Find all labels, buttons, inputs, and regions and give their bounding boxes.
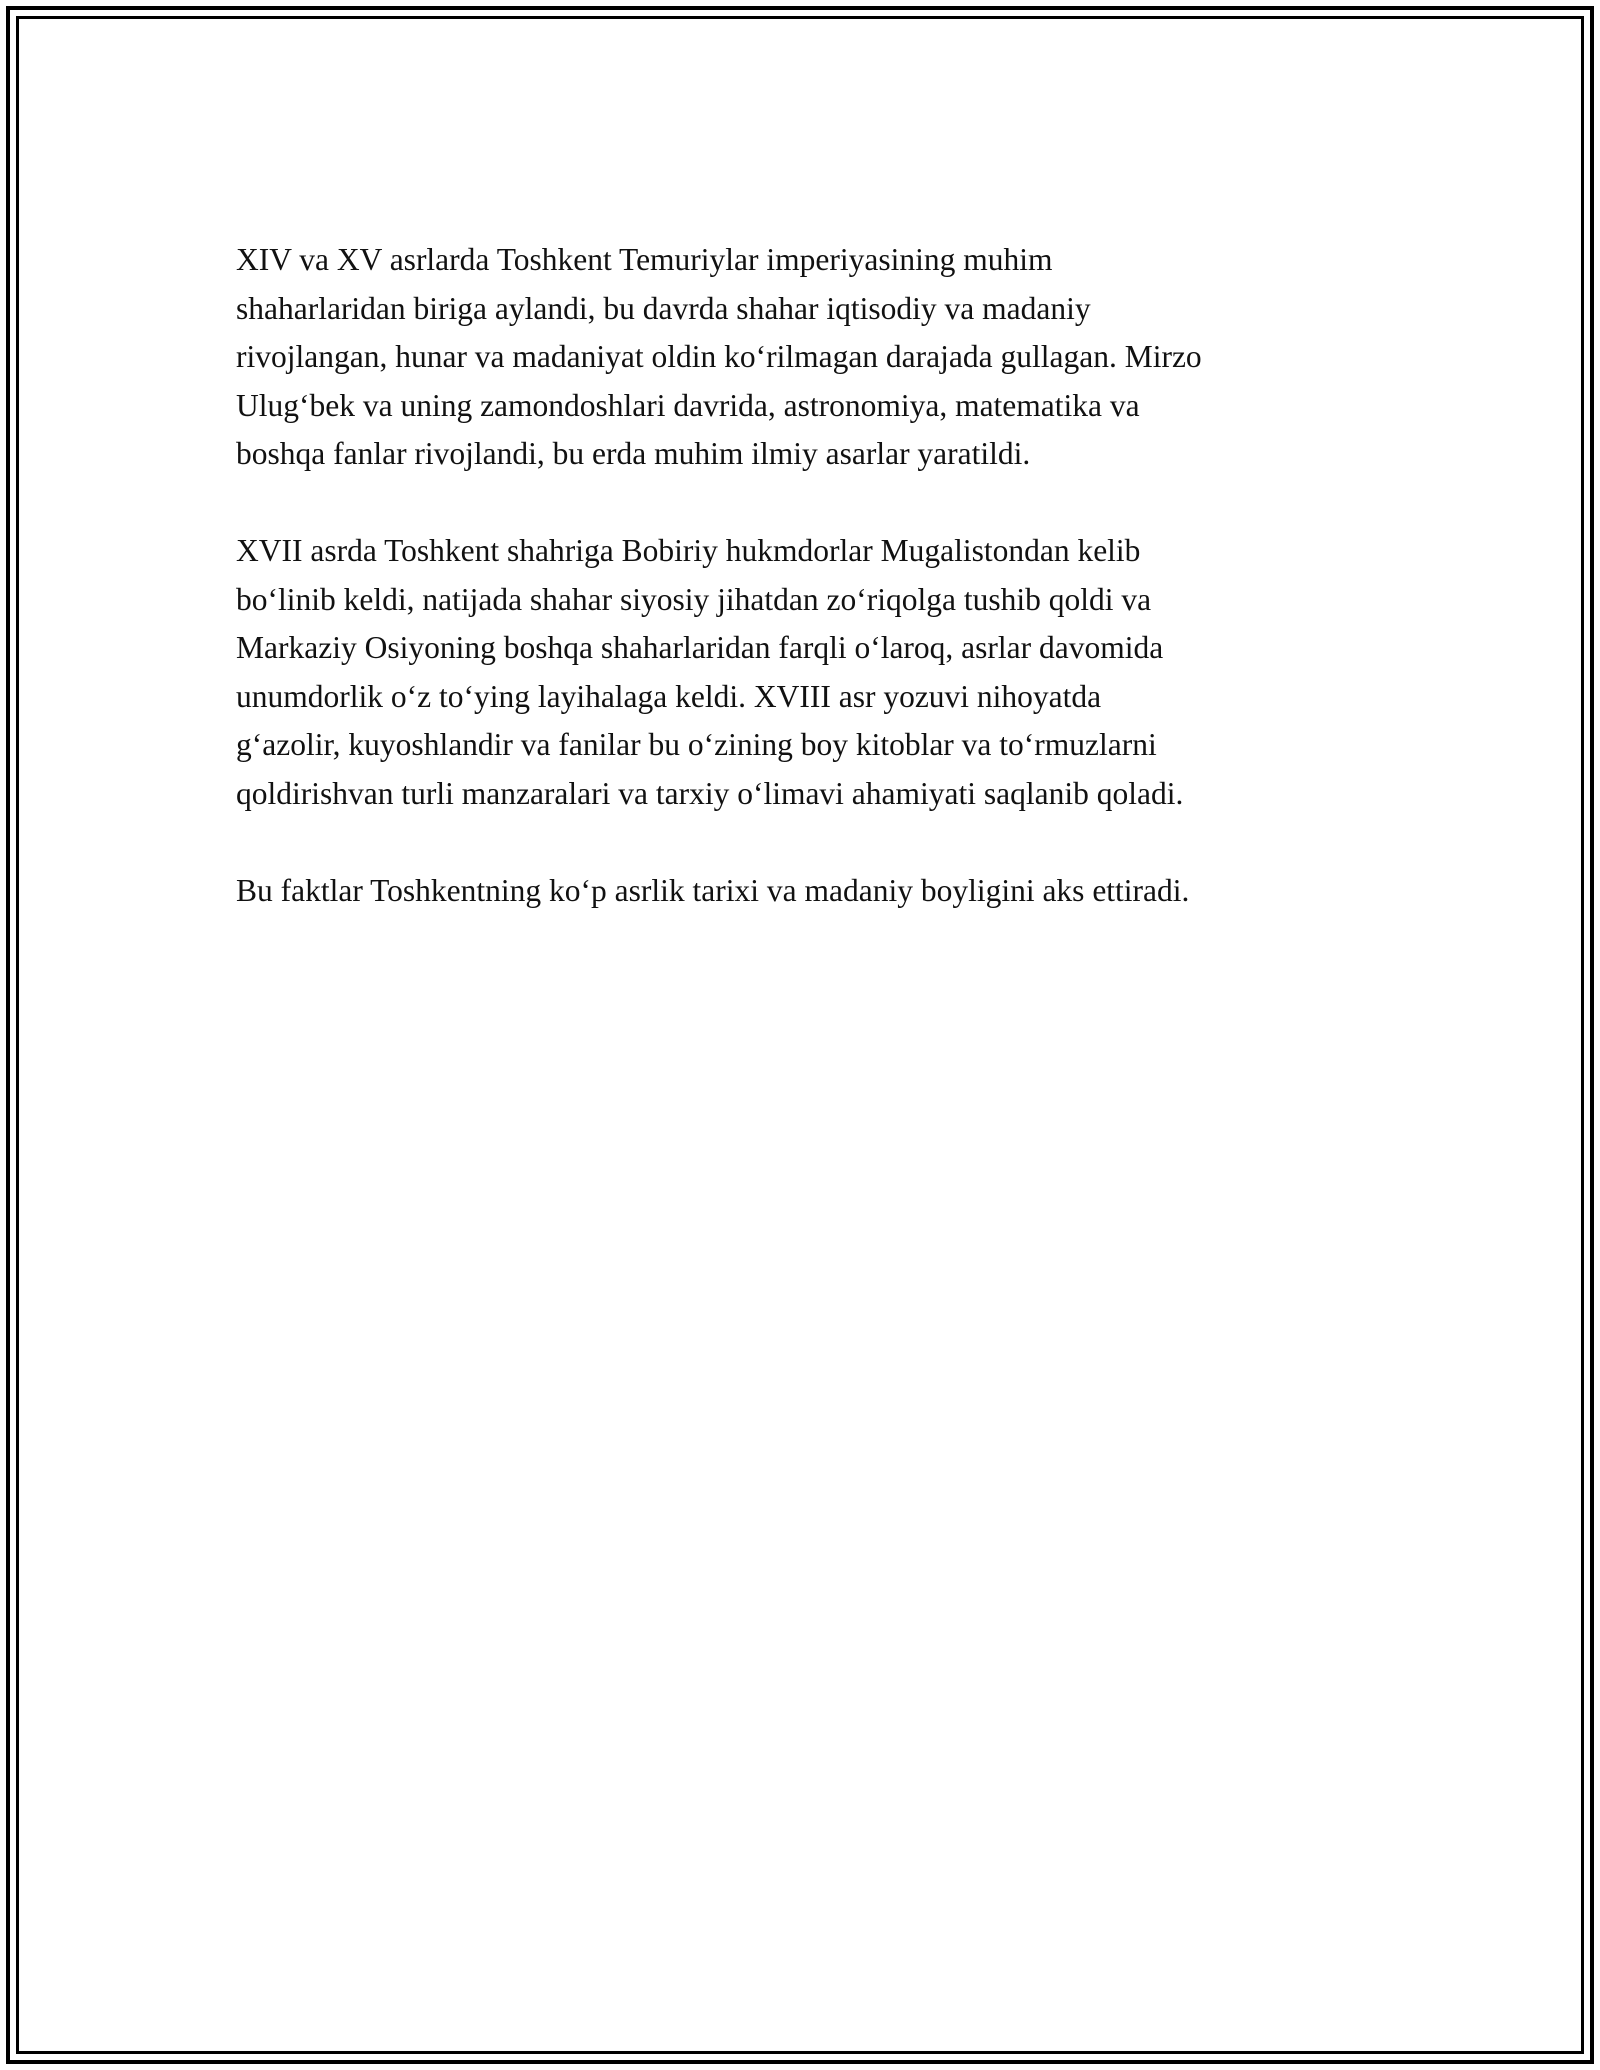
paragraph-temurids: XIV va XV asrlarda Toshkent Temuriylar imperiyasining muhim shaharlaridan biriga aylandi, bu davrda shahar iqtisodiy va madaniy rivojlangan, hunar va madaniyat oldin ko‘rilmagan darajada gullagan. Mirzo Ulug‘bek va uning zamondoshlari davrida, astronomiya, matematika va boshqa fanlar rivojlandi, bu erda muhim ilmiy asarlar yaratildi. (236, 242, 1202, 472)
document-body (236, 236, 1376, 963)
paragraph-conclusion: Bu faktlar Toshkentning ko‘p asrlik tarixi va madaniy boyligini aks ettiradi. (236, 872, 1190, 908)
paragraph-17th-century: XVII asrda Toshkent shahriga Bobiriy hukmdorlar Mugalistondan kelib bo‘linib keldi, natijada shahar siyosiy jihatdan zo‘riqolga tushib qoldi va Markaziy Osiyoning boshqa shaharlaridan farqli o‘laroq, asrlar davomida unumdorlik o‘z to‘ying layihalaga keldi. XVIII asr yozuvi nihoyatda g‘azolir, kuyoshlandir va fanilar bu o‘zining boy kitoblar va to‘rmuzlarni qoldirishvan turli manzaralari va tarxiy o‘limavi ahamiyati saqlanib qoladi. (236, 532, 1184, 811)
